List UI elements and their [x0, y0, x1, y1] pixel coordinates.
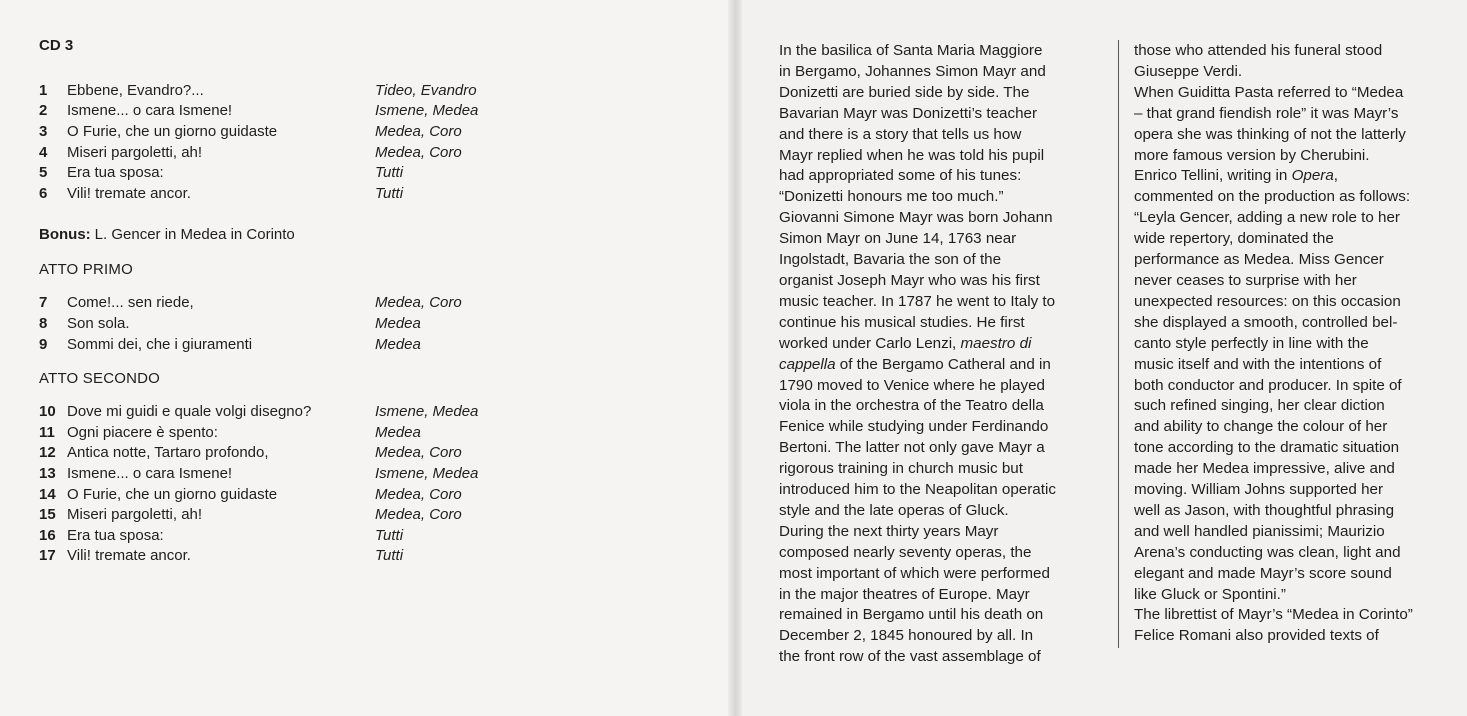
- liner-notes-column-1: [779, 41, 1099, 668]
- track-roles: Ismene, Medea: [375, 102, 479, 120]
- track-title: Come!... sen riede,: [67, 294, 194, 312]
- text-line: those who attended his funeral stood: [1134, 42, 1383, 59]
- text-line: wide repertory, dominated the: [1134, 230, 1334, 248]
- track-row: [39, 183, 559, 204]
- text-span: worked under Carlo Lenzi,: [779, 334, 961, 352]
- text-line: The librettist of Mayr’s “Medea in Corinto”: [1134, 606, 1413, 624]
- text-line: Giuseppe Verdi.: [1134, 62, 1243, 80]
- track-number: 8: [39, 314, 48, 332]
- text-line: composed nearly seventy operas, the: [779, 543, 1032, 561]
- track-row: [39, 293, 559, 314]
- text-line: unexpected resources: on this occasion: [1134, 292, 1401, 310]
- track-roles: Tutti: [375, 164, 404, 182]
- text-line: Ingolstadt, Bavaria the son of the: [779, 251, 1002, 269]
- track-number: 5: [39, 164, 48, 182]
- track-title: O Furie, che un giorno guidaste: [67, 485, 278, 503]
- text-line: Arena’s conducting was clean, light and: [1134, 543, 1401, 561]
- track-row: [39, 401, 559, 422]
- text-line: Donizetti are buried side by side. The: [779, 83, 1030, 101]
- text-line: style and the late operas of Gluck.: [779, 501, 1009, 519]
- spacer: [39, 281, 559, 293]
- tracks-act1: [39, 293, 559, 355]
- text-line: Mayr replied when he was told his pupil: [779, 146, 1045, 164]
- spacer: [39, 246, 559, 259]
- track-title: Era tua sposa:: [67, 526, 164, 544]
- text-line: Simon Mayr on June 14, 1763 near: [779, 230, 1017, 248]
- text-line: viola in the orchestra of the Teatro della: [779, 397, 1044, 415]
- text-line: [779, 355, 1099, 376]
- text-line: 1790 moved to Venice where he played: [779, 376, 1045, 394]
- text-line: music itself and with the intentions of: [1134, 355, 1382, 373]
- text-line: Fenice while studying under Ferdinando: [779, 418, 1049, 436]
- italic-term: cappella: [779, 355, 836, 373]
- text-line: “Donizetti honours me too much.”: [779, 188, 1004, 206]
- booklet-spine: [728, 0, 742, 716]
- text-line: organist Joseph Mayr who was his first: [779, 271, 1040, 289]
- track-row: [39, 546, 559, 567]
- track-number: 10: [39, 403, 56, 421]
- track-number: 3: [39, 122, 48, 140]
- track-title: Era tua sposa:: [67, 164, 164, 182]
- track-number: 16: [39, 526, 56, 544]
- track-title: Ismene... o cara Ismene!: [67, 102, 233, 120]
- tracklist: [39, 80, 559, 566]
- text-line: – that grand fiendish role” it was Mayr’s: [1134, 104, 1399, 122]
- tracks-part1: [39, 80, 559, 204]
- text-line: more famous version by Cherubini.: [1134, 146, 1370, 164]
- text-span: of the Bergamo Catheral and in: [835, 355, 1051, 373]
- track-row: [39, 313, 559, 334]
- text-line: canto style perfectly in line with the: [1134, 334, 1369, 352]
- track-title: O Furie, che un giorno guidaste: [67, 122, 278, 140]
- column-divider: [1118, 40, 1119, 648]
- text-line: she displayed a smooth, controlled bel-: [1134, 313, 1398, 331]
- bonus-text: L. Gencer in Medea in Corinto: [94, 226, 295, 244]
- text-line: well as Jason, with thoughtful phrasing: [1134, 501, 1395, 519]
- track-row: [39, 334, 559, 355]
- track-title: Miseri pargoletti, ah!: [67, 506, 203, 524]
- track-row: [39, 484, 559, 505]
- track-number: 15: [39, 506, 56, 524]
- track-row: [39, 422, 559, 443]
- spacer: [39, 354, 559, 367]
- track-number: 14: [39, 485, 56, 503]
- track-roles: Tutti: [375, 184, 404, 202]
- track-row: [39, 80, 559, 101]
- text-line: and there is a story that tells us how: [779, 125, 1022, 143]
- bonus-label: Bonus:: [39, 226, 91, 244]
- bonus-line: [39, 224, 559, 246]
- track-title: Vili! tremate ancor.: [67, 184, 191, 202]
- text-line: [1134, 166, 1464, 187]
- track-roles: Ismene, Medea: [375, 464, 479, 482]
- text-line: remained in Bergamo until his death on: [779, 606, 1044, 624]
- track-roles: Medea: [375, 314, 421, 332]
- text-line: opera she was thinking of not the latterly: [1134, 125, 1406, 143]
- text-line: both conductor and producer. In spite of: [1134, 376, 1402, 394]
- text-line: and well handled pianissimi; Maurizio: [1134, 522, 1385, 540]
- text-line: rigorous training in church music but: [779, 460, 1023, 478]
- text-line: [779, 334, 1099, 355]
- text-span: Enrico Tellini, writing in: [1134, 167, 1292, 185]
- text-line: “Leyla Gencer, adding a new role to her: [1134, 209, 1400, 227]
- track-number: 1: [39, 81, 48, 99]
- text-line: in Bergamo, Johannes Simon Mayr and: [779, 62, 1046, 80]
- text-line: had appropriated some of his tunes:: [779, 167, 1022, 185]
- track-roles: Ismene, Medea: [375, 403, 479, 421]
- text-line: Bertoni. The latter not only gave Mayr a: [779, 439, 1045, 457]
- tracks-act2: [39, 401, 559, 566]
- track-roles: Medea, Coro: [375, 444, 462, 462]
- spacer: [39, 389, 559, 401]
- track-number: 11: [39, 423, 55, 441]
- track-number: 17: [39, 547, 56, 565]
- track-number: 4: [39, 143, 48, 161]
- text-line: in the major theatres of Europe. Mayr: [779, 585, 1030, 603]
- track-row: [39, 463, 559, 484]
- act2-heading: ATTO SECONDO: [39, 369, 161, 387]
- text-line: never ceases to surprise with her: [1134, 271, 1357, 289]
- liner-notes-column-2: [1134, 41, 1464, 647]
- track-title: Dove mi guidi e quale volgi disegno?: [67, 403, 312, 421]
- act1-heading: ATTO PRIMO: [39, 261, 133, 279]
- track-roles: Tutti: [375, 526, 404, 544]
- text-line: the front row of the vast assemblage of: [779, 648, 1041, 666]
- track-title: Ogni piacere è spento:: [67, 423, 218, 441]
- track-number: 13: [39, 464, 56, 482]
- track-roles: Medea, Coro: [375, 485, 462, 503]
- text-line: In the basilica of Santa Maria Maggiore: [779, 42, 1043, 59]
- text-line: most important of which were performed: [779, 564, 1050, 582]
- cd-title: CD 3: [39, 37, 74, 54]
- track-row: [39, 525, 559, 546]
- text-line: During the next thirty years Mayr: [779, 522, 999, 540]
- track-roles: Medea: [375, 335, 421, 353]
- track-row: [39, 504, 559, 525]
- track-row: [39, 142, 559, 163]
- text-line: performance as Medea. Miss Gencer: [1134, 251, 1384, 269]
- track-row: [39, 101, 559, 122]
- track-title: Ismene... o cara Ismene!: [67, 464, 233, 482]
- track-title: Vili! tremate ancor.: [67, 547, 191, 565]
- text-line: When Guiditta Pasta referred to “Medea: [1134, 83, 1404, 101]
- track-roles: Medea: [375, 423, 421, 441]
- text-line: Felice Romani also provided texts of: [1134, 627, 1379, 645]
- text-line: continue his musical studies. He first: [779, 313, 1025, 331]
- text-line: Giovanni Simone Mayr was born Johann: [779, 209, 1053, 227]
- text-line: tone according to the dramatic situation: [1134, 439, 1400, 457]
- track-title: Son sola.: [67, 314, 130, 332]
- text-line: made her Medea impressive, alive and: [1134, 460, 1395, 478]
- track-number: 9: [39, 335, 48, 353]
- track-title: Miseri pargoletti, ah!: [67, 143, 203, 161]
- text-line: music teacher. In 1787 he went to Italy to: [779, 292, 1056, 310]
- text-line: and ability to change the colour of her: [1134, 418, 1388, 436]
- text-line: such refined singing, her clear diction: [1134, 397, 1385, 415]
- italic-term: maestro di: [960, 334, 1032, 352]
- track-row: [39, 162, 559, 183]
- track-roles: Medea, Coro: [375, 294, 462, 312]
- italic-term: Opera: [1291, 167, 1334, 185]
- spacer: [39, 204, 559, 224]
- track-number: 7: [39, 294, 48, 312]
- text-line: moving. William Johns supported her: [1134, 481, 1384, 499]
- text-line: introduced him to the Neapolitan operatic: [779, 481, 1056, 499]
- track-number: 6: [39, 184, 48, 202]
- track-roles: Medea, Coro: [375, 122, 462, 140]
- track-roles: Medea, Coro: [375, 143, 462, 161]
- text-line: like Gluck or Spontini.”: [1134, 585, 1286, 603]
- track-roles: Tutti: [375, 547, 404, 565]
- text-line: December 2, 1845 honoured by all. In: [779, 627, 1034, 645]
- track-roles: Medea, Coro: [375, 506, 462, 524]
- text-line: commented on the production as follows:: [1134, 188, 1411, 206]
- track-number: 2: [39, 102, 48, 120]
- text-line: Bavarian Mayr was Donizetti’s teacher: [779, 104, 1038, 122]
- track-number: 12: [39, 444, 56, 462]
- text-line: elegant and made Mayr’s score sound: [1134, 564, 1392, 582]
- track-title: Ebbene, Evandro?...: [67, 81, 204, 99]
- track-roles: Tideo, Evandro: [375, 81, 477, 99]
- track-row: [39, 121, 559, 142]
- text-span: ,: [1333, 167, 1339, 185]
- track-title: Antica notte, Tartaro profondo,: [67, 444, 269, 462]
- track-title: Sommi dei, che i giuramenti: [67, 335, 253, 353]
- track-row: [39, 443, 559, 464]
